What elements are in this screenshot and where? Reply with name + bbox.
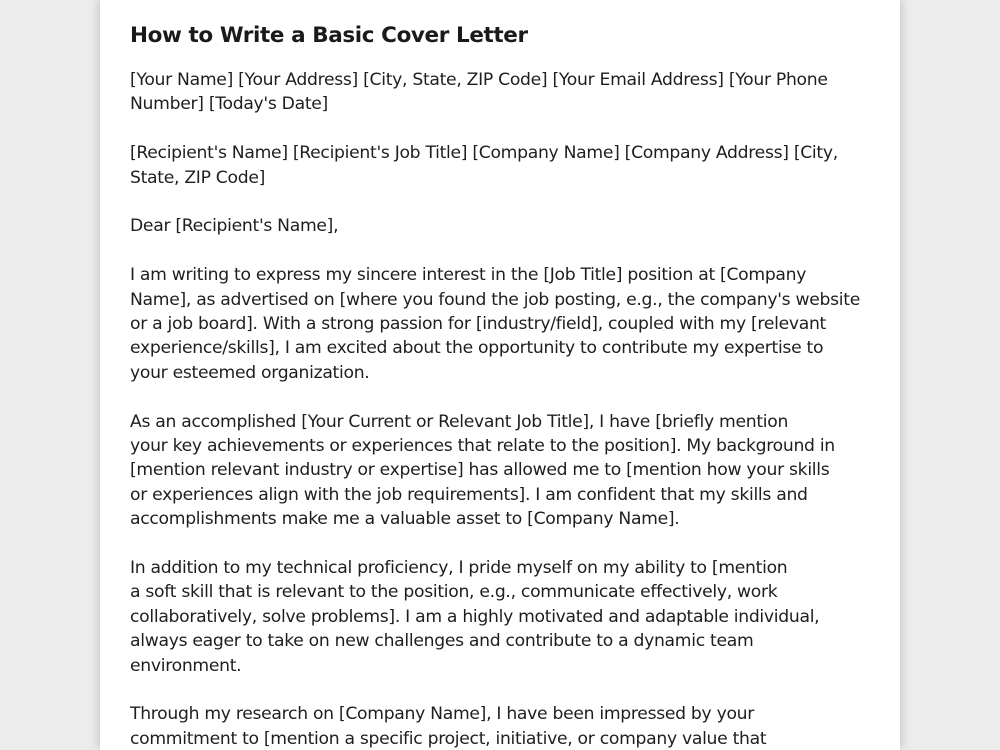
salutation — [130, 214, 875, 238]
recipient-block — [130, 141, 875, 190]
text-line: a soft skill that is relevant to the position, e.g., communicate effectively, work — [130, 582, 778, 603]
text-line: State, ZIP Code] — [130, 167, 265, 188]
document-title: How to Write a Basic Cover Letter — [130, 23, 528, 48]
text-line: environment. — [130, 655, 242, 676]
paragraph-2 — [130, 410, 875, 532]
text-line: [Recipient's Name] [Recipient's Job Title] [Company Name] [Company Address] [City, — [130, 143, 838, 164]
text-line: your esteemed organization. — [130, 362, 370, 383]
text-line: In addition to my technical proficiency, I pride myself on my ability to [mention — [130, 558, 788, 579]
text-line: Dear [Recipient's Name], — [130, 216, 339, 237]
text-line: [mention relevant industry or expertise] has allowed me to [mention how your skills — [130, 460, 830, 481]
text-line: Number] [Today's Date] — [130, 94, 328, 115]
text-line: Through my research on [Company Name], I have been impressed by your — [130, 704, 755, 725]
text-line: your key achievements or experiences that relate to the position]. My background in — [130, 436, 835, 457]
text-line: or experiences align with the job requirements]. I am confident that my skills and — [130, 484, 808, 505]
paragraph-4 — [130, 702, 875, 750]
document-content — [130, 20, 875, 750]
text-line: [Your Name] [Your Address] [City, State, ZIP Code] [Your Email Address] [Your Phone — [130, 70, 828, 90]
text-line: collaboratively, solve problems]. I am a highly motivated and adaptable individual, — [130, 606, 820, 627]
document-page — [100, 0, 900, 750]
text-line: As an accomplished [Your Current or Relevant Job Title], I have [briefly mention — [130, 411, 789, 432]
text-line: accomplishments make me a valuable asset to [Company Name]. — [130, 509, 680, 530]
text-line: experience/skills], I am excited about the opportunity to contribute my expertise to — [130, 338, 824, 359]
text-line: Name], as advertised on [where you found the job posting, e.g., the company's website — [130, 289, 860, 310]
text-line: or a job board]. With a strong passion for [industry/field], coupled with my [relevant — [130, 314, 826, 335]
text-line: commitment to [mention a specific project, initiative, or company value that — [130, 728, 767, 749]
sender-block — [130, 68, 875, 117]
paragraph-3 — [130, 556, 875, 678]
paragraph-1 — [130, 263, 875, 385]
text-line: always eager to take on new challenges and contribute to a dynamic team — [130, 631, 754, 652]
text-line: I am writing to express my sincere interest in the [Job Title] position at [Company — [130, 265, 807, 286]
